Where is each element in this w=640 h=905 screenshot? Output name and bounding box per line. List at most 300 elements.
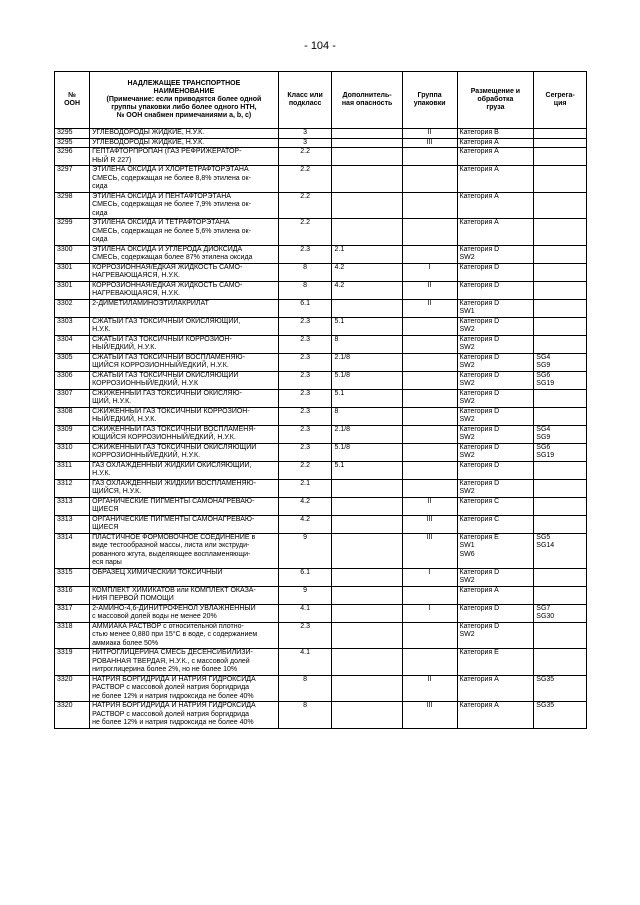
shipping-name-cell	[90, 371, 279, 389]
shipping-name-cell-line: НАТРИЯ БОРГИДРИДА И НАТРИЯ ГИДРОКСИДА	[92, 675, 256, 683]
segregation-cell	[534, 497, 587, 515]
shipping-name-cell-line: КОРРОЗИОННЫЙ/ЕДКИЙ, Н.У.К	[92, 380, 199, 387]
shipping-name-cell-line: сида	[92, 236, 108, 243]
shipping-name-cell-line: ГАЗ ОХЛАЖДЕННЫЙ ЖИДКИЙ ОКИСЛЯЮЩИЙ,	[92, 461, 252, 469]
stowage-cell-line: Категория А	[459, 675, 499, 683]
stowage-cell-line: Категория D	[459, 245, 500, 253]
header-subsidiary-risk	[332, 72, 402, 129]
packing-group-cell: II	[402, 497, 457, 515]
segregation-cell-line: SG7	[536, 604, 551, 612]
stowage-cell-line: Категория D	[459, 263, 500, 271]
table-row	[55, 317, 587, 335]
segregation-cell	[534, 533, 587, 568]
shipping-name-cell	[90, 192, 279, 219]
shipping-name-cell	[90, 461, 279, 479]
stowage-cell	[457, 335, 534, 353]
table-row	[55, 219, 587, 246]
stowage-cell-line: Категория D	[459, 317, 500, 325]
subsidiary-risk-cell	[332, 219, 402, 246]
shipping-name-cell-line: РОВАННАЯ ТВЕРДАЯ, Н.У.К., с массовой долей	[92, 657, 250, 665]
shipping-name-cell-line: СМЕСЬ, содержащая не более 5,6% этилена ок-	[92, 227, 251, 235]
packing-group-cell	[402, 649, 457, 676]
shipping-name-cell-line: сида	[92, 209, 108, 217]
table-header-row	[55, 72, 587, 129]
stowage-cell	[457, 353, 534, 371]
segregation-cell	[534, 604, 587, 622]
packing-group-cell: III	[402, 138, 457, 148]
shipping-name-cell-line: НЫЙ/ЕДКИЙ, Н.У.К.	[92, 416, 157, 423]
stowage-cell-line: SW2	[459, 434, 475, 441]
un-number-cell: 3320	[55, 675, 90, 702]
shipping-name-cell-line: АММИАКА РАСТВОР с относительной плотно-	[92, 622, 244, 630]
stowage-cell-line: Категория А	[459, 166, 499, 173]
table-row	[55, 675, 587, 702]
subsidiary-risk-cell	[332, 166, 402, 193]
stowage-cell-line: Категория D	[459, 425, 500, 433]
subsidiary-risk-cell: 4.2	[332, 263, 402, 281]
subsidiary-risk-cell	[332, 568, 402, 586]
segregation-cell	[534, 148, 587, 166]
table-row	[55, 335, 587, 353]
stowage-cell-line: Категория А	[459, 192, 499, 200]
segregation-cell	[534, 568, 587, 586]
shipping-name-cell	[90, 479, 279, 497]
shipping-name-cell-line: ЩИЙ, Н.У.К.	[92, 398, 132, 405]
stowage-cell-line: Категория D	[459, 353, 500, 361]
stowage-cell-line: SW6	[459, 550, 475, 558]
subsidiary-risk-cell	[332, 675, 402, 702]
header-line: НАИМЕНОВАНИЕ	[153, 88, 215, 95]
class-cell: 2.1	[278, 479, 332, 497]
stowage-cell	[457, 245, 534, 263]
table-row	[55, 604, 587, 622]
un-number-cell: 3309	[55, 425, 90, 443]
subsidiary-risk-cell: 5.1	[332, 461, 402, 479]
un-number-cell: 3301	[55, 263, 90, 281]
segregation-cell	[534, 281, 587, 299]
header-line: Сегрега-	[545, 92, 575, 99]
dangerous-goods-table	[54, 71, 587, 729]
segregation-cell	[534, 192, 587, 219]
class-cell: 8	[278, 281, 332, 299]
table-row	[55, 497, 587, 515]
stowage-cell	[457, 515, 534, 533]
shipping-name-cell	[90, 281, 279, 299]
class-cell: 4.1	[278, 604, 332, 622]
header-line: (Примечание: если приводятся более одной	[106, 96, 262, 103]
shipping-name-cell-line: ЭТИЛЕНА ОКСИДА И ТЕТРАФТОРЭТАНА	[92, 219, 230, 226]
class-cell: 2.3	[278, 353, 332, 371]
stowage-cell-line: Категория D	[459, 371, 500, 379]
stowage-cell	[457, 425, 534, 443]
page-number: - 104 -	[304, 40, 336, 52]
shipping-name-cell	[90, 219, 279, 246]
table-row	[55, 515, 587, 533]
class-cell: 2.3	[278, 245, 332, 263]
segregation-cell	[534, 317, 587, 335]
table-row	[55, 281, 587, 299]
un-number-cell: 3318	[55, 622, 90, 649]
shipping-name-cell-line: НАГРЕВАЮЩАЯСЯ, Н.У.К.	[92, 272, 180, 279]
packing-group-cell	[402, 317, 457, 335]
shipping-name-cell	[90, 533, 279, 568]
shipping-name-cell-line: РАСТВОР с массовой долей натрия боргидрида	[92, 710, 250, 718]
header-segregation	[534, 72, 587, 129]
stowage-cell-line: Категория D	[459, 335, 500, 343]
table-row	[55, 299, 587, 317]
un-number-cell: 3295	[55, 138, 90, 148]
subsidiary-risk-cell	[332, 299, 402, 317]
table-row	[55, 533, 587, 568]
shipping-name-cell	[90, 129, 279, 139]
shipping-name-cell-line: СЖАТЫЙ ГАЗ ТОКСИЧНЫЙ ОКИСЛЯЮЩИЙ,	[92, 317, 241, 325]
stowage-cell-line: SW2	[459, 254, 475, 261]
class-cell: 2.3	[278, 622, 332, 649]
packing-group-cell	[402, 335, 457, 353]
subsidiary-risk-cell	[332, 702, 402, 729]
header-class	[278, 72, 332, 129]
stowage-cell-line: SW2	[459, 488, 475, 495]
stowage-cell-line: SW2	[459, 631, 475, 638]
segregation-cell-line: SG19	[536, 452, 555, 459]
shipping-name-cell-line: ЩИЕСЯ	[92, 524, 119, 531]
subsidiary-risk-cell: 5.1	[332, 317, 402, 335]
packing-group-cell	[402, 219, 457, 246]
class-cell: 2.2	[278, 148, 332, 166]
un-number-cell: 3310	[55, 443, 90, 461]
segregation-cell-line: SG35	[536, 675, 555, 683]
subsidiary-risk-cell	[332, 515, 402, 533]
segregation-cell	[534, 425, 587, 443]
subsidiary-risk-cell	[332, 622, 402, 649]
packing-group-cell: I	[402, 568, 457, 586]
shipping-name-cell-line: аммиака более 50%	[92, 639, 159, 647]
shipping-name-cell-line: ЩИЕСЯ	[92, 506, 119, 513]
subsidiary-risk-cell	[332, 533, 402, 568]
shipping-name-cell-line: рованного жгута, выделяющее воспламеняющи-	[92, 550, 251, 558]
shipping-name-cell	[90, 317, 279, 335]
subsidiary-risk-cell: 5.1	[332, 389, 402, 407]
packing-group-cell	[402, 586, 457, 604]
shipping-name-cell-line: СМЕСЬ, содержащая не более 7,9% этилена ок-	[92, 201, 251, 208]
un-number-cell: 3304	[55, 335, 90, 353]
header-line: группы упаковки либо более одного НТН,	[111, 104, 257, 111]
un-number-cell: 3320	[55, 702, 90, 729]
shipping-name-cell-line: 2-ДИМЕТИЛАМИНОЭТИЛАКРИЛАТ	[92, 299, 209, 307]
table-row	[55, 702, 587, 729]
packing-group-cell	[402, 389, 457, 407]
segregation-cell	[534, 407, 587, 425]
packing-group-cell: I	[402, 263, 457, 281]
segregation-cell-line: SG6	[536, 443, 551, 451]
shipping-name-cell	[90, 649, 279, 676]
segregation-cell-line: SG35	[536, 702, 555, 709]
stowage-cell	[457, 479, 534, 497]
packing-group-cell: II	[402, 281, 457, 299]
header-line: упаковки	[413, 100, 446, 107]
table-row	[55, 138, 587, 148]
table-row	[55, 148, 587, 166]
segregation-cell-line: SG6	[536, 371, 551, 379]
packing-group-cell	[402, 425, 457, 443]
shipping-name-cell	[90, 675, 279, 702]
shipping-name-cell-line: ПЛАСТИЧНОЕ ФОРМОВОЧНОЕ СОЕДИНЕНИЕ в	[92, 533, 256, 541]
un-number-cell: 3302	[55, 299, 90, 317]
shipping-name-cell-line: СЖИЖЕННЫЙ ГАЗ ТОКСИЧНЫЙ ОКИСЛЯЮЩИЙ	[92, 443, 257, 451]
stowage-cell-line: Категория А	[459, 586, 499, 594]
table-row	[55, 568, 587, 586]
shipping-name-cell-line: СЖИЖЕННЫЙ ГАЗ ТОКСИЧНЫЙ ВОСПЛАМЕНЯ-	[92, 425, 256, 433]
shipping-name-cell	[90, 353, 279, 371]
shipping-name-cell-line: виде тестообразной массы, листа или экструди-	[92, 542, 250, 549]
shipping-name-cell	[90, 263, 279, 281]
shipping-name-cell	[90, 515, 279, 533]
un-number-cell: 3305	[55, 353, 90, 371]
stowage-cell	[457, 586, 534, 604]
shipping-name-cell-line: КОРРОЗИОННЫЙ/ЕДКИЙ, Н.У.К.	[92, 452, 201, 459]
segregation-cell	[534, 166, 587, 193]
shipping-name-cell	[90, 604, 279, 622]
shipping-name-cell-line: с массовой долей воды не менее 20%	[92, 613, 217, 620]
stowage-cell-line: Категория D	[459, 568, 500, 576]
un-number-cell: 3315	[55, 568, 90, 586]
un-number-cell: 3306	[55, 371, 90, 389]
class-cell: 2.2	[278, 219, 332, 246]
segregation-cell-line: SG14	[536, 542, 555, 549]
un-number-cell: 3313	[55, 515, 90, 533]
segregation-cell	[534, 389, 587, 407]
shipping-name-cell-line: ГЕПТАФТОРПРОПАН (ГАЗ РЕФРИЖЕРАТОР-	[92, 148, 242, 155]
segregation-cell-line: SG9	[536, 434, 551, 441]
packing-group-cell	[402, 443, 457, 461]
segregation-cell-line: SG9	[536, 362, 551, 369]
shipping-name-cell	[90, 568, 279, 586]
shipping-name-cell-line: Н.У.К.	[92, 470, 111, 477]
stowage-cell	[457, 533, 534, 568]
segregation-cell	[534, 461, 587, 479]
header-line: Дополнитель-	[342, 92, 392, 99]
subsidiary-risk-cell	[332, 148, 402, 166]
un-number-cell: 3297	[55, 166, 90, 193]
packing-group-cell	[402, 371, 457, 389]
segregation-cell	[534, 353, 587, 371]
un-number-cell: 3313	[55, 497, 90, 515]
segregation-cell-line: SG5	[536, 533, 551, 541]
stowage-cell	[457, 263, 534, 281]
table-row	[55, 389, 587, 407]
class-cell: 2.3	[278, 407, 332, 425]
class-cell: 4.2	[278, 497, 332, 515]
stowage-cell-line: SW2	[459, 326, 475, 333]
segregation-cell	[534, 649, 587, 676]
subsidiary-risk-cell: 8	[332, 407, 402, 425]
stowage-cell-line: Категория D	[459, 461, 500, 469]
class-cell: 2.3	[278, 389, 332, 407]
table-row	[55, 622, 587, 649]
shipping-name-cell	[90, 245, 279, 263]
subsidiary-risk-cell	[332, 497, 402, 515]
packing-group-cell	[402, 245, 457, 263]
segregation-cell	[534, 129, 587, 139]
table-row	[55, 443, 587, 461]
stowage-cell-line: Категория D	[459, 604, 500, 612]
stowage-cell-line: Категория Е	[459, 649, 499, 656]
header-line: ция	[553, 100, 567, 107]
subsidiary-risk-cell	[332, 586, 402, 604]
table-row	[55, 371, 587, 389]
un-number-cell: 3296	[55, 148, 90, 166]
shipping-name-cell	[90, 299, 279, 317]
stowage-cell	[457, 192, 534, 219]
header-line: ная опасность	[341, 100, 393, 107]
un-number-cell: 3295	[55, 129, 90, 139]
shipping-name-cell-line: ГАЗ ОХЛАЖДЕННЫЙ ЖИДКИЙ ВОСПЛАМЕНЯЮ-	[92, 479, 256, 487]
segregation-cell	[534, 586, 587, 604]
shipping-name-cell-line: СМЕСЬ, содержащая более 87% этилена оксида	[92, 254, 253, 261]
table-row	[55, 166, 587, 193]
stowage-cell-line: SW1	[459, 308, 475, 315]
shipping-name-cell-line: НАГРЕВАЮЩАЯСЯ, Н.У.К.	[92, 290, 180, 297]
shipping-name-cell-line: СЖИЖЕННЫЙ ГАЗ ТОКСИЧНЫЙ КОРРОЗИОН-	[92, 407, 250, 415]
shipping-name-cell-line: 2-АМИНО-4,6-ДИНИТРОФЕНОЛ УВЛАЖНЕННЫЙ	[92, 604, 256, 612]
un-number-cell: 3319	[55, 649, 90, 676]
stowage-cell-line: SW2	[459, 344, 475, 351]
class-cell: 3	[278, 129, 332, 139]
subsidiary-risk-cell: 2.1	[332, 245, 402, 263]
shipping-name-cell-line: ЮЩИЙСЯ КОРРОЗИОННЫЙ/ЕДКИЙ, Н.У.К.	[92, 434, 236, 441]
un-number-cell: 3312	[55, 479, 90, 497]
segregation-cell-line: SG30	[536, 613, 555, 620]
subsidiary-risk-cell	[332, 649, 402, 676]
table-row	[55, 479, 587, 497]
stowage-cell	[457, 371, 534, 389]
subsidiary-risk-cell: 4.2	[332, 281, 402, 299]
class-cell: 2.3	[278, 425, 332, 443]
segregation-cell	[534, 622, 587, 649]
segregation-cell	[534, 702, 587, 729]
packing-group-cell	[402, 407, 457, 425]
header-line: обработка	[477, 96, 514, 103]
stowage-cell	[457, 129, 534, 139]
stowage-cell	[457, 604, 534, 622]
subsidiary-risk-cell	[332, 479, 402, 497]
stowage-cell-line: Категория А	[459, 219, 499, 226]
table-row	[55, 245, 587, 263]
shipping-name-cell-line: НИЯ ПЕРВОЙ ПОМОЩИ	[92, 595, 174, 602]
shipping-name-cell-line: нитроглицерина более 2%, но не более 10%	[92, 666, 238, 673]
class-cell: 6.1	[278, 568, 332, 586]
shipping-name-cell-line: Н.У.К.	[92, 326, 111, 333]
shipping-name-cell	[90, 702, 279, 729]
subsidiary-risk-cell: 5.1/8	[332, 443, 402, 461]
segregation-cell-line: SG19	[536, 380, 555, 387]
segregation-cell	[534, 219, 587, 246]
packing-group-cell: III	[402, 515, 457, 533]
shipping-name-cell-line: НЫЙ R 227)	[92, 156, 132, 164]
stowage-cell-line: Категория А	[459, 138, 499, 146]
stowage-cell	[457, 219, 534, 246]
shipping-name-cell-line: НИТРОГЛИЦЕРИНА СМЕСЬ ДЕСЕНСИБИЛИЗИ-	[92, 649, 253, 656]
header-line: НАДЛЕЖАЩЕЕ ТРАНСПОРТНОЕ	[127, 80, 241, 87]
shipping-name-cell-line: не более 12% и натрия гидроксида не более 40%	[92, 692, 254, 700]
class-cell: 4.1	[278, 649, 332, 676]
shipping-name-cell-line: ОРГАНИЧЕСКИЕ ПИГМЕНТЫ САМОНАГРЕВАЮ-	[92, 515, 255, 523]
shipping-name-cell	[90, 389, 279, 407]
shipping-name-cell-line: СЖИЖЕННЫЙ ГАЗ ТОКСИЧНЫЙ ОКИСЛЯЮ-	[92, 389, 242, 397]
stowage-cell	[457, 622, 534, 649]
class-cell: 9	[278, 533, 332, 568]
header-line: груза	[486, 104, 505, 111]
shipping-name-cell	[90, 335, 279, 353]
shipping-name-cell-line: еся пары	[92, 559, 122, 566]
table-row	[55, 407, 587, 425]
packing-group-cell	[402, 166, 457, 193]
un-number-cell: 3316	[55, 586, 90, 604]
stowage-cell-line: Категория А	[459, 148, 499, 155]
shipping-name-cell-line: НАТРИЯ БОРГИДРИДА И НАТРИЯ ГИДРОКСИДА	[92, 702, 256, 709]
stowage-cell	[457, 461, 534, 479]
shipping-name-cell-line: ОРГАНИЧЕСКИЕ ПИГМЕНТЫ САМОНАГРЕВАЮ-	[92, 497, 255, 505]
un-number-cell: 3300	[55, 245, 90, 263]
header-shipping-name	[90, 72, 279, 129]
table-row	[55, 353, 587, 371]
un-number-cell: 3314	[55, 533, 90, 568]
segregation-cell	[534, 299, 587, 317]
shipping-name-cell	[90, 497, 279, 515]
header-line: №	[68, 92, 76, 99]
un-number-cell: 3303	[55, 317, 90, 335]
class-cell: 3	[278, 138, 332, 148]
subsidiary-risk-cell	[332, 129, 402, 139]
shipping-name-cell	[90, 138, 279, 148]
segregation-cell	[534, 263, 587, 281]
packing-group-cell	[402, 622, 457, 649]
stowage-cell	[457, 281, 534, 299]
packing-group-cell	[402, 461, 457, 479]
shipping-name-cell-line: РАСТВОР с массовой долей натрия боргидрида	[92, 684, 250, 691]
stowage-cell-line: Категория D	[459, 443, 500, 451]
shipping-name-cell	[90, 622, 279, 649]
class-cell: 2.2	[278, 461, 332, 479]
stowage-cell	[457, 166, 534, 193]
shipping-name-cell-line: сида	[92, 183, 108, 190]
header-line: № ООН снабжен примечаниями a, b, c)	[116, 112, 252, 119]
segregation-cell	[534, 675, 587, 702]
shipping-name-cell	[90, 443, 279, 461]
table-row	[55, 649, 587, 676]
un-number-cell: 3298	[55, 192, 90, 219]
shipping-name-cell-line: УГЛЕВОДОРОДЫ ЖИДКИЕ, Н.У.К.	[92, 129, 205, 136]
class-cell: 6.1	[278, 299, 332, 317]
segregation-cell	[534, 138, 587, 148]
shipping-name-cell-line: ЩИЙСЯ, Н.У.К.	[92, 488, 142, 495]
stowage-cell-line: SW2	[459, 380, 475, 387]
table-row	[55, 263, 587, 281]
segregation-cell	[534, 245, 587, 263]
table-body	[55, 129, 587, 729]
un-number-cell: 3307	[55, 389, 90, 407]
packing-group-cell: III	[402, 533, 457, 568]
header-line: Класс или	[287, 92, 323, 99]
shipping-name-cell-line: СЖАТЫЙ ГАЗ ТОКСИЧНЫЙ ВОСПЛАМЕНЯЮ-	[92, 353, 245, 361]
class-cell: 8	[278, 675, 332, 702]
class-cell: 8	[278, 263, 332, 281]
shipping-name-cell-line: ЭТИЛЕНА ОКСИДА И ПЕНТАФТОРЭТАНА	[92, 192, 231, 200]
subsidiary-risk-cell	[332, 138, 402, 148]
header-un-number	[55, 72, 90, 129]
stowage-cell	[457, 649, 534, 676]
shipping-name-cell-line: КОРРОЗИОННАЯ/ЕДКАЯ ЖИДКОСТЬ САМО-	[92, 281, 243, 289]
